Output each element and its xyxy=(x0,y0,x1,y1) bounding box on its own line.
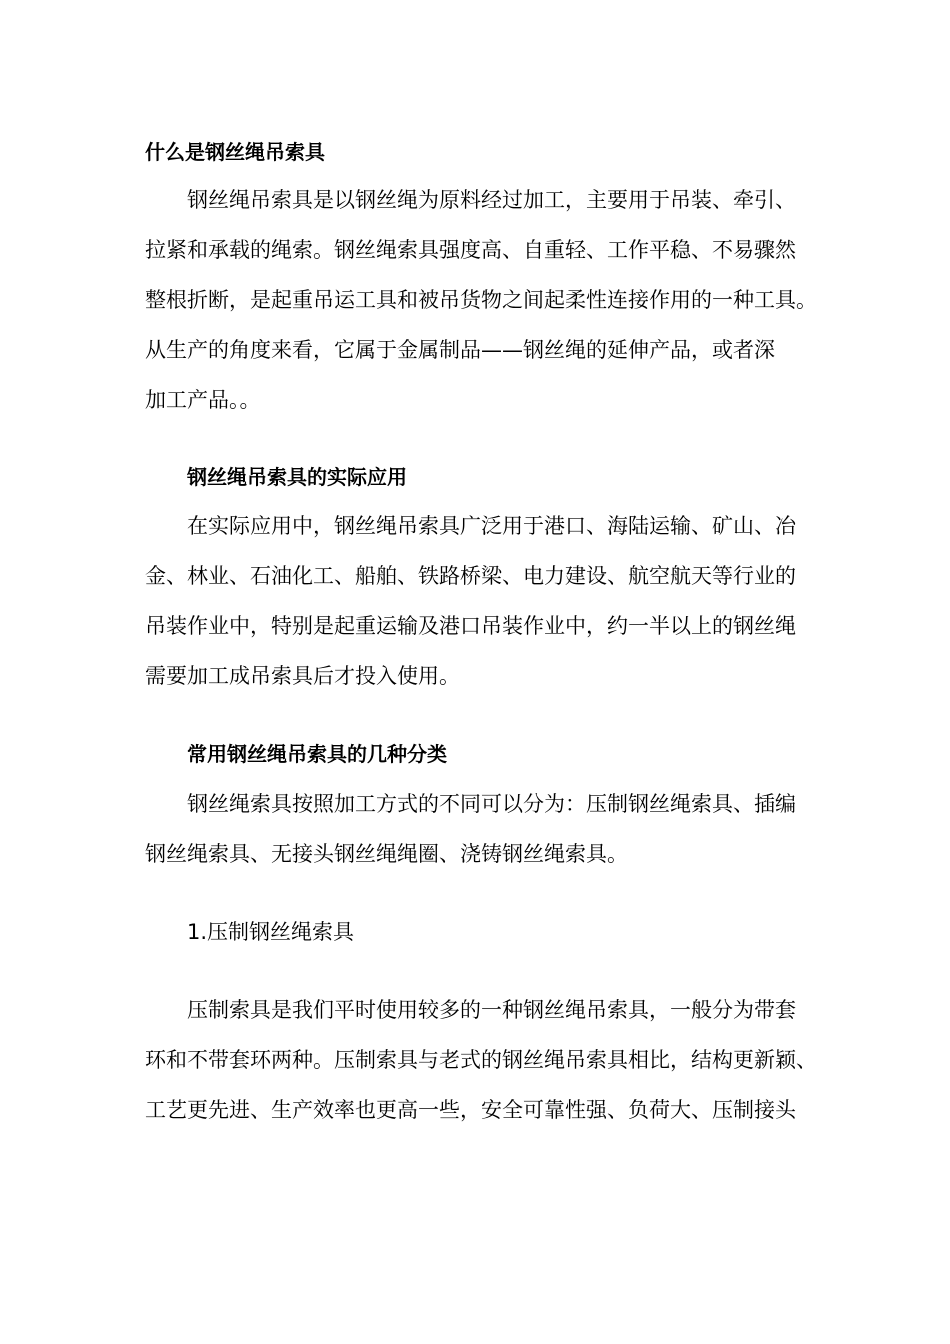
paragraph-line: 钢丝绳索具按照加工方式的不同可以分为：压制钢丝绳索具、插编 xyxy=(187,792,796,816)
paragraph-line: 金、林业、石油化工、船舶、铁路桥梁、电力建设、航空航天等行业的 xyxy=(145,564,796,588)
subsection-heading-pressed: 1.压制钢丝绳索具 xyxy=(187,920,355,944)
section-heading-what-is: 什么是钢丝绳吊索具 xyxy=(145,140,325,164)
paragraph-line: 环和不带套环两种。压制索具与老式的钢丝绳吊索具相比，结构更新颖、 xyxy=(145,1048,817,1072)
paragraph-line: 加工产品。。 xyxy=(145,388,261,412)
section-heading-classification: 常用钢丝绳吊索具的几种分类 xyxy=(187,742,447,766)
paragraph-line: 需要加工成吊索具后才投入使用。 xyxy=(145,664,460,688)
paragraph-line: 整根折断，是起重吊运工具和被吊货物之间起柔性连接作用的一种工具。 xyxy=(145,288,817,312)
paragraph-line: 在实际应用中，钢丝绳吊索具广泛用于港口、海陆运输、矿山、冶 xyxy=(187,514,796,538)
paragraph-line: 吊装作业中，特别是起重运输及港口吊装作业中，约一半以上的钢丝绳 xyxy=(145,614,796,638)
paragraph-line: 工艺更先进、生产效率也更高一些，安全可靠性强、负荷大、压制接头 xyxy=(145,1098,796,1122)
paragraph-line: 从生产的角度来看，它属于金属制品——钢丝绳的延伸产品，或者深 xyxy=(145,338,775,362)
paragraph-line: 钢丝绳吊索具是以钢丝绳为原料经过加工，主要用于吊装、牵引、 xyxy=(187,188,796,212)
section-heading-applications: 钢丝绳吊索具的实际应用 xyxy=(187,465,407,489)
paragraph-line: 压制索具是我们平时使用较多的一种钢丝绳吊索具，一般分为带套 xyxy=(187,998,796,1022)
paragraph-line: 拉紧和承载的绳索。钢丝绳索具强度高、自重轻、工作平稳、不易骤然 xyxy=(145,238,796,262)
paragraph-line: 钢丝绳索具、无接头钢丝绳绳圈、浇铸钢丝绳索具。 xyxy=(145,842,628,866)
